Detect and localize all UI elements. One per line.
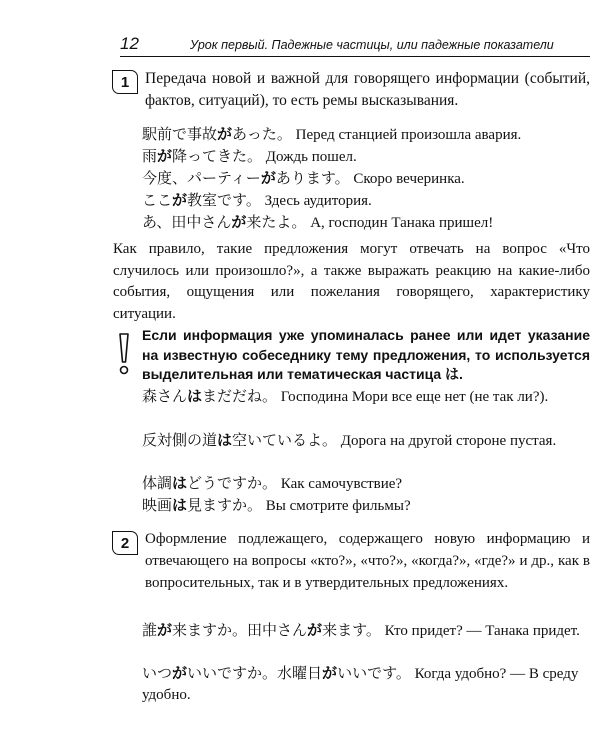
example-line: 誰が来ますか。田中さんが来ます。 Кто придет? — Танака придет. [142, 623, 580, 639]
example-line: 雨が降ってきた。 Дождь пошел. [142, 149, 357, 165]
paragraph: Как правило, такие предложения могут отвечать на вопрос «Что случилось или произошло?», а также выражать реакцию на какие-либо события, ощущения или пожелания говорящего, характеристику ситуации. [113, 241, 590, 322]
example-line: 反対側の道は空いているよ。 Дорога на другой стороне пустая. [142, 433, 557, 449]
exclamation-icon [117, 332, 131, 378]
example-line: あ、田中さんが来たよ。 А, господин Танака пришел! [142, 215, 494, 231]
example-line: 映画は見ますか。 Вы смотрите фильмы? [142, 498, 411, 514]
example-line: ここが教室です。 Здесь аудитория. [142, 193, 372, 209]
note-text: Если информация уже упоминалась ранее или идет указание на известную собеседнику тему предложения, то используется выделительная или тематическая частица は. [142, 327, 590, 382]
example-line: 森さんはまだだね。 Господина Мори все еще нет (не так ли?). [142, 389, 549, 405]
page-number: 12 [120, 34, 139, 53]
example-line: 体調はどうですか。 Как самочувствие? [142, 476, 403, 492]
example-line: 駅前で事故があった。 Перед станцией произошла авария. [142, 127, 522, 143]
section-1-text: Передача новой и важной для говорящего информации (событий, фактов, ситуаций), то есть ремы высказывания. [145, 70, 590, 109]
section-number-badge: 1 [112, 70, 138, 94]
running-title: Урок первый. Падежные частицы, или падежные показатели [190, 38, 554, 52]
example-line: いつがいいですか。水曜日がいいです。 Когда удобно? — В среду удобно. [142, 666, 579, 703]
section-number-badge: 2 [112, 531, 138, 555]
example-line: 今度、パーティーがあります。 Скоро вечеринка. [142, 171, 465, 187]
running-header [120, 34, 590, 57]
section-2-text: Оформление подлежащего, содержащего новую информацию и отвечающего на вопросы «кто?», «что?», «когда?», «где?» и др., как в вопросительных, так и в утвердительных предложениях. [145, 531, 590, 591]
